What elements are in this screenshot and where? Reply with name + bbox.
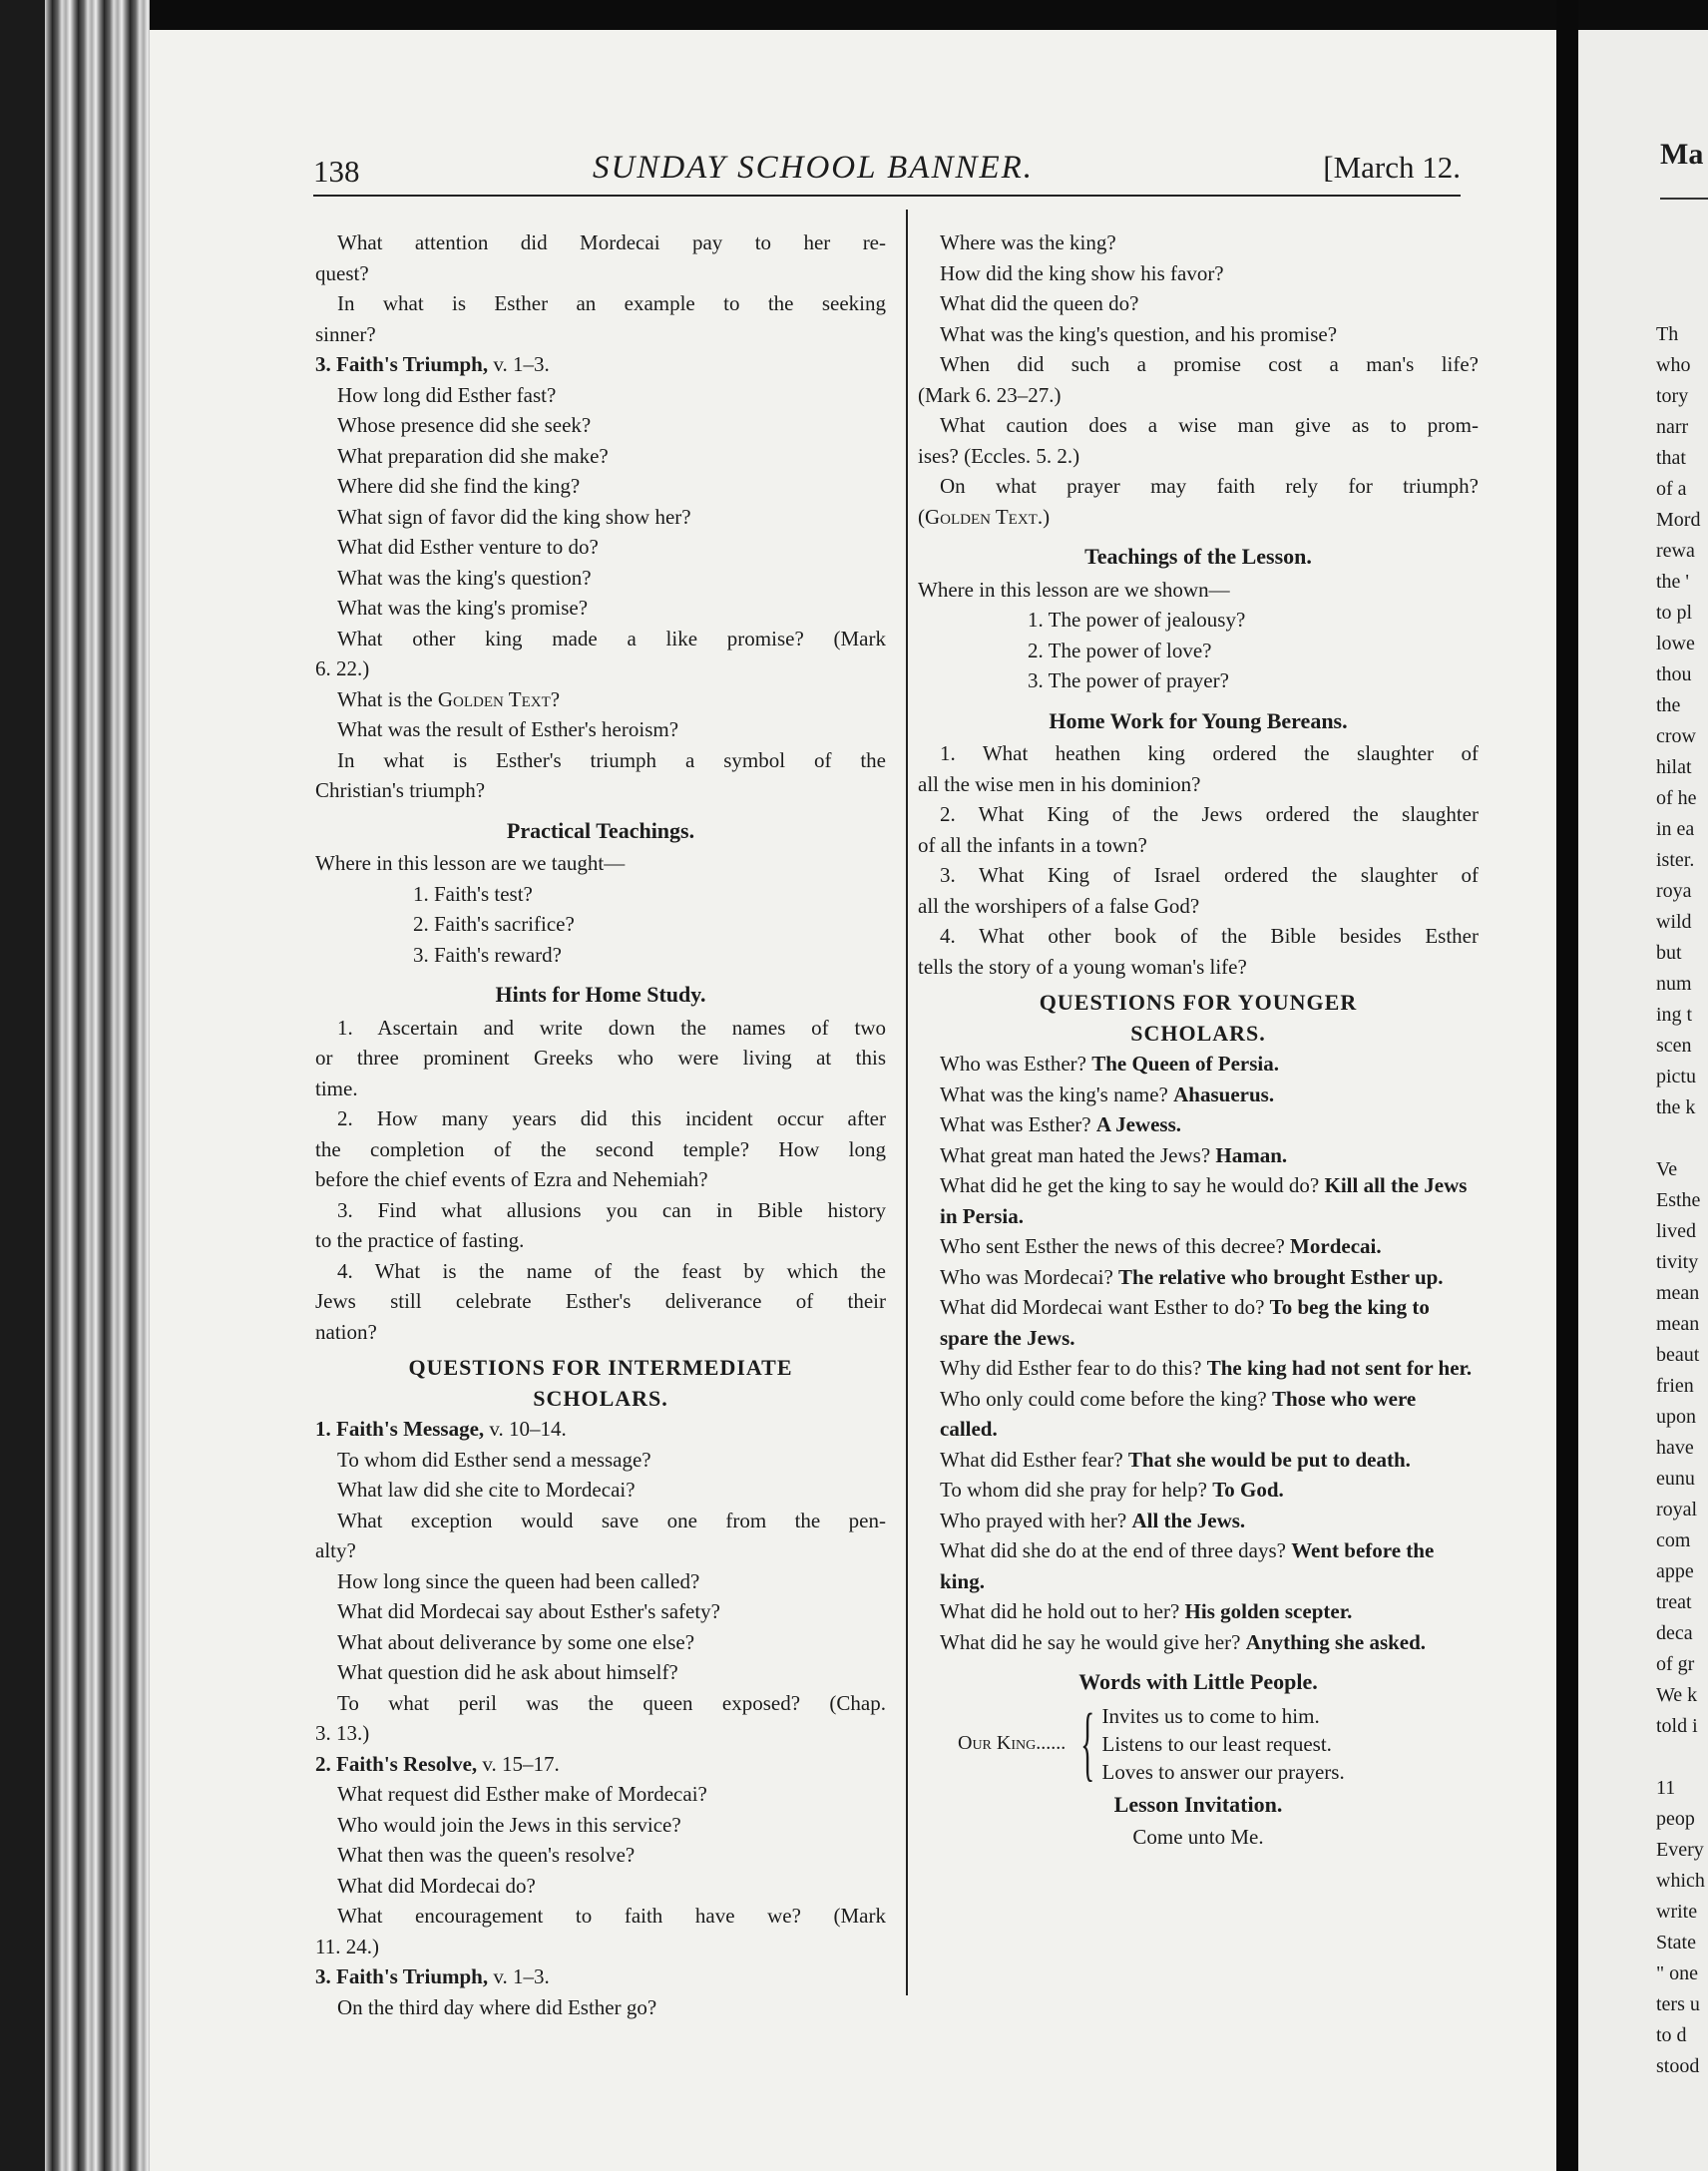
text-line: 4. What is the name of the feast by which the bbox=[337, 1258, 886, 1283]
qa-answer: Anything she asked. bbox=[1245, 1629, 1427, 1654]
section-title: 1. Faith's Message, v. 10–14. bbox=[315, 1417, 567, 1441]
question: To what peril was the queen exposed? (Chap. bbox=[337, 1690, 886, 1715]
qa-item bbox=[918, 1384, 1479, 1445]
facing-page-line: of he bbox=[1656, 787, 1697, 809]
facing-page-line: thou bbox=[1656, 663, 1692, 685]
facing-page-header: Ma bbox=[1660, 138, 1704, 171]
qa-item bbox=[918, 1231, 1479, 1262]
qa-question: Who was Esther? bbox=[940, 1052, 1086, 1076]
qa-answer: Kill all the Jews in Persia. bbox=[940, 1173, 1468, 1228]
qa-question: What did he say he would give her? bbox=[940, 1629, 1241, 1654]
facing-page-line bbox=[1656, 1742, 1705, 1773]
brace-item: Loves to answer our prayers. bbox=[1101, 1759, 1345, 1784]
text-line: 4. What other book of the Bible besides Esther bbox=[940, 924, 1479, 948]
intermediate-heading: QUESTIONS FOR INTERMEDIATE bbox=[408, 1355, 793, 1380]
qa-question: What was Esther? bbox=[940, 1112, 1091, 1136]
text-line: sinner? bbox=[315, 321, 376, 346]
question: alty? bbox=[315, 1538, 356, 1562]
little-people-heading: Words with Little People. bbox=[1078, 1669, 1318, 1694]
practical-teachings-heading: Practical Teachings. bbox=[506, 817, 695, 843]
qa-item bbox=[918, 1475, 1479, 1506]
hints-heading: Hints for Home Study. bbox=[495, 982, 706, 1007]
qa-question: What did he get the king to say he would do? bbox=[940, 1173, 1320, 1197]
facing-page-line: mean bbox=[1656, 1282, 1700, 1304]
facing-page-line: tivity bbox=[1656, 1251, 1699, 1273]
text-line: 3. Find what allusions you can in Bible history bbox=[337, 1197, 886, 1222]
facing-page-line: have bbox=[1656, 1437, 1694, 1459]
text-line: all the worshipers of a false God? bbox=[918, 893, 1200, 918]
qa-answer: All the Jews. bbox=[1131, 1508, 1246, 1532]
facing-page-line: roya bbox=[1656, 880, 1692, 902]
facing-page-line: num bbox=[1656, 973, 1692, 995]
page-title: SUNDAY SCHOOL BANNER. bbox=[593, 150, 1035, 186]
facing-page-line: but bbox=[1656, 942, 1687, 964]
facing-page-line: eunu bbox=[1656, 1468, 1695, 1490]
facing-page-line: royal bbox=[1656, 1499, 1698, 1520]
facing-page-line: write bbox=[1656, 1901, 1698, 1923]
qa-item bbox=[918, 1535, 1479, 1596]
facing-page-line: Every bbox=[1656, 1839, 1704, 1861]
text-line: nation? bbox=[315, 1319, 377, 1344]
page-number: 138 bbox=[313, 154, 360, 189]
qa-item bbox=[918, 1353, 1479, 1384]
facing-page-line: stood bbox=[1656, 2055, 1700, 2077]
qa-answer: Ahasuerus. bbox=[1173, 1082, 1275, 1106]
column-divider bbox=[906, 210, 908, 1995]
facing-page-line: 11 bbox=[1656, 1777, 1676, 1799]
facing-page-line: deca bbox=[1656, 1622, 1693, 1644]
text-line: 3. What King of Israel ordered the slaughter of bbox=[940, 863, 1479, 887]
qa-answer: Haman. bbox=[1215, 1142, 1288, 1167]
text-line: In what is Esther an example to the seeking bbox=[337, 291, 886, 315]
facing-page-fragment bbox=[1578, 30, 1708, 2171]
facing-page-line: pictu bbox=[1656, 1066, 1696, 1087]
facing-page-line: of a bbox=[1656, 478, 1687, 500]
text-line: 1. Ascertain and write down the names of two bbox=[337, 1015, 886, 1040]
qa-question: Why did Esther fear to do this? bbox=[940, 1356, 1202, 1380]
question: To whom did Esther send a message? bbox=[337, 1447, 651, 1472]
facing-page-line: tory bbox=[1656, 385, 1689, 407]
list-item: 3. Faith's reward? bbox=[413, 942, 562, 967]
facing-page-line: State bbox=[1656, 1932, 1696, 1954]
header-rule bbox=[313, 195, 1461, 197]
text-line: time. bbox=[315, 1076, 358, 1100]
home-work-heading: Home Work for Young Bereans. bbox=[1049, 707, 1348, 733]
question: (Golden Text.) bbox=[918, 504, 1051, 529]
section-title: 2. Faith's Resolve, v. 15–17. bbox=[315, 1751, 560, 1776]
question: How long since the queen had been called? bbox=[337, 1568, 700, 1593]
facing-page-line: beaut bbox=[1656, 1344, 1700, 1366]
facing-page-line: crow bbox=[1656, 725, 1696, 747]
qa-question: Who prayed with her? bbox=[940, 1508, 1127, 1532]
qa-item bbox=[918, 1292, 1479, 1353]
facing-page-text bbox=[1656, 319, 1705, 2082]
question: 6. 22.) bbox=[315, 656, 370, 680]
facing-page-line: Th bbox=[1656, 323, 1679, 345]
question: How did the king show his favor? bbox=[940, 260, 1224, 285]
qa-question: What was the king's name? bbox=[940, 1082, 1168, 1106]
question: What did the queen do? bbox=[940, 291, 1139, 315]
teachings-heading: Teachings of the Lesson. bbox=[1084, 544, 1312, 569]
facing-page-line: the k bbox=[1656, 1096, 1696, 1118]
qa-question: Who was Mordecai? bbox=[940, 1264, 1113, 1289]
facing-page-line: lowe bbox=[1656, 633, 1695, 654]
qa-answer: To beg the king to spare the Jews. bbox=[940, 1295, 1430, 1350]
question: What sign of favor did the king show her? bbox=[337, 504, 691, 529]
facing-page-line: hilat bbox=[1656, 756, 1692, 778]
facing-page-line: ters u bbox=[1656, 1993, 1700, 2015]
question: 11. 24.) bbox=[315, 1934, 379, 1958]
facing-page-line: rewa bbox=[1656, 540, 1695, 562]
book-spine-shadow bbox=[0, 0, 45, 2171]
question: How long did Esther fast? bbox=[337, 382, 557, 407]
text-line: Jews still celebrate Esther's deliverance of their bbox=[315, 1289, 886, 1313]
qa-question: Who only could come before the king? bbox=[940, 1386, 1267, 1411]
qa-item bbox=[918, 1262, 1479, 1293]
question: What preparation did she make? bbox=[337, 443, 609, 468]
facing-page-line: the ' bbox=[1656, 571, 1690, 593]
question: What was the king's question? bbox=[337, 565, 592, 590]
qa-item bbox=[918, 1080, 1479, 1110]
question: What caution does a wise man give as to prom- bbox=[940, 413, 1479, 437]
page-header bbox=[313, 150, 1461, 200]
qa-item bbox=[918, 1506, 1479, 1536]
page-gutter bbox=[1556, 0, 1578, 2171]
brace-items bbox=[1102, 1702, 1345, 1786]
facing-page-line: to pl bbox=[1656, 602, 1693, 624]
text-line: 2. How many years did this incident occur after bbox=[337, 1106, 886, 1130]
text-line: all the wise men in his dominion? bbox=[918, 771, 1201, 796]
question: Christian's triumph? bbox=[315, 778, 486, 802]
brace-item: Listens to our least request. bbox=[1101, 1731, 1332, 1756]
qa-item bbox=[918, 1170, 1479, 1231]
question: On the third day where did Esther go? bbox=[337, 1994, 657, 2019]
facing-page-line: in ea bbox=[1656, 818, 1695, 840]
qa-answer: His golden scepter. bbox=[1184, 1599, 1353, 1623]
text-line: tells the story of a young woman's life? bbox=[918, 954, 1247, 979]
brace-item: Invites us to come to him. bbox=[1101, 1703, 1320, 1728]
question: What did Esther venture to do? bbox=[337, 535, 599, 559]
qa-item bbox=[918, 1596, 1479, 1627]
invitation-text: Come unto Me. bbox=[1132, 1825, 1264, 1849]
text-line: 1. What heathen king ordered the slaughter of bbox=[940, 741, 1479, 765]
qa-question: What did Mordecai want Esther to do? bbox=[940, 1295, 1265, 1319]
facing-page-line: ing t bbox=[1656, 1004, 1693, 1026]
brace-label: Our King...... bbox=[958, 1732, 1067, 1755]
question: What did Mordecai do? bbox=[337, 1873, 536, 1898]
qa-answer: A Jewess. bbox=[1095, 1112, 1182, 1136]
facing-page-line: ister. bbox=[1656, 849, 1695, 871]
qa-answer: That she would be put to death. bbox=[1127, 1447, 1411, 1472]
qa-answer: The king had not sent for her. bbox=[1206, 1356, 1473, 1380]
question: What law did she cite to Mordecai? bbox=[337, 1478, 636, 1502]
brace-glyph: { bbox=[1080, 1696, 1095, 1790]
facing-page-line: that bbox=[1656, 447, 1686, 469]
question: Who would join the Jews in this service? bbox=[337, 1812, 681, 1837]
question: Whose presence did she seek? bbox=[337, 413, 592, 437]
facing-page-line: upon bbox=[1656, 1406, 1696, 1428]
question: What was the result of Esther's heroism? bbox=[337, 717, 679, 741]
text-line: 2. What King of the Jews ordered the slaughter bbox=[940, 802, 1479, 826]
section-title: 3. Faith's Triumph, v. 1–3. bbox=[315, 352, 550, 376]
left-column bbox=[315, 227, 886, 2022]
question: When did such a promise cost a man's life? bbox=[940, 352, 1479, 376]
text-line: the completion of the second temple? How long bbox=[315, 1136, 886, 1161]
question: What about deliverance by some one else? bbox=[337, 1629, 695, 1654]
facing-page-line: com bbox=[1656, 1529, 1691, 1551]
text-line: quest? bbox=[315, 260, 369, 285]
facing-page-line: narr bbox=[1656, 416, 1689, 438]
qa-question: To whom did she pray for help? bbox=[940, 1478, 1207, 1502]
text-line: of all the infants in a town? bbox=[918, 832, 1147, 857]
facing-page-line: told i bbox=[1656, 1715, 1698, 1737]
question: What is the Golden Text? bbox=[337, 686, 561, 711]
younger-heading: SCHOLARS. bbox=[1130, 1020, 1266, 1046]
qa-item bbox=[918, 1109, 1479, 1140]
list-item: 1. The power of jealousy? bbox=[1028, 608, 1246, 632]
text-line: Where in this lesson are we shown— bbox=[918, 577, 1230, 602]
facing-page-line: mean bbox=[1656, 1313, 1700, 1335]
qa-answer: Went before the king. bbox=[940, 1538, 1435, 1593]
invitation-heading: Lesson Invitation. bbox=[1113, 1791, 1283, 1817]
text-line: Where in this lesson are we taught— bbox=[315, 851, 626, 875]
facing-page-line: wild bbox=[1656, 911, 1692, 933]
qa-answer: The Queen of Persia. bbox=[1091, 1052, 1280, 1076]
facing-page-line: Mord bbox=[1656, 509, 1701, 531]
text-line: or three prominent Greeks who were living at this bbox=[315, 1046, 886, 1070]
younger-heading: QUESTIONS FOR YOUNGER bbox=[1039, 990, 1358, 1015]
facing-page-line: the bbox=[1656, 694, 1686, 716]
qa-item bbox=[918, 1627, 1479, 1658]
qa-answer: The relative who brought Esther up. bbox=[1118, 1264, 1444, 1289]
facing-page-line bbox=[1656, 1123, 1705, 1154]
question: What was the king's question, and his promise? bbox=[940, 321, 1338, 346]
question: What question did he ask about himself? bbox=[337, 1660, 678, 1684]
qa-item bbox=[918, 1049, 1479, 1080]
question: What then was the queen's resolve? bbox=[337, 1843, 636, 1867]
facing-page-line: frien bbox=[1656, 1375, 1694, 1397]
question: On what prayer may faith rely for triumph? bbox=[940, 474, 1479, 498]
qa-question: What did he hold out to her? bbox=[940, 1599, 1180, 1623]
list-item: 1. Faith's test? bbox=[413, 881, 533, 906]
qa-answer: Mordecai. bbox=[1290, 1234, 1382, 1258]
facing-page-rule bbox=[1660, 198, 1708, 200]
facing-page-line: who bbox=[1656, 354, 1691, 376]
right-column bbox=[918, 227, 1479, 1853]
question: What exception would save one from the pen- bbox=[337, 1508, 886, 1532]
question: What was the king's promise? bbox=[337, 596, 589, 620]
qa-question: Who sent Esther the news of this decree? bbox=[940, 1234, 1285, 1258]
list-item: 2. Faith's sacrifice? bbox=[413, 912, 575, 936]
facing-page-line: to d bbox=[1656, 2024, 1687, 2046]
scan-top-border bbox=[0, 0, 1708, 32]
text-line: What attention did Mordecai pay to her re- bbox=[337, 230, 886, 254]
text-line: before the chief events of Ezra and Nehemiah? bbox=[315, 1167, 708, 1191]
facing-page-line: Ve bbox=[1656, 1158, 1678, 1180]
facing-page-line: scen bbox=[1656, 1035, 1692, 1057]
question: What did Mordecai say about Esther's safety? bbox=[337, 1599, 720, 1623]
qa-answer: To God. bbox=[1212, 1478, 1284, 1502]
question: What other king made a like promise? (Mark bbox=[337, 626, 886, 651]
facing-page-line: of gr bbox=[1656, 1653, 1695, 1675]
qa-question: What great man hated the Jews? bbox=[940, 1142, 1211, 1167]
qa-answer: Those who were called. bbox=[940, 1386, 1417, 1441]
facing-page-line: " one bbox=[1656, 1962, 1699, 1984]
our-king-brace bbox=[958, 1696, 1479, 1790]
facing-page-line: which bbox=[1656, 1870, 1705, 1892]
facing-page-line: appe bbox=[1656, 1560, 1694, 1582]
qa-question: What did Esther fear? bbox=[940, 1447, 1123, 1472]
question: Where did she find the king? bbox=[337, 474, 581, 498]
page-date: [March 12. bbox=[1323, 150, 1461, 185]
younger-qa-list bbox=[918, 1049, 1479, 1657]
facing-page-line: Esthe bbox=[1656, 1189, 1701, 1211]
question: What encouragement to faith have we? (Mark bbox=[337, 1904, 886, 1928]
question: 3. 13.) bbox=[315, 1721, 370, 1745]
list-item: 2. The power of love? bbox=[1028, 638, 1212, 662]
list-item: 3. The power of prayer? bbox=[1028, 668, 1229, 692]
question: ises? (Eccles. 5. 2.) bbox=[918, 443, 1080, 468]
facing-page-line: lived bbox=[1656, 1220, 1696, 1242]
question: What request did Esther make of Mordecai? bbox=[337, 1782, 707, 1806]
qa-item bbox=[918, 1445, 1479, 1476]
text-line: to the practice of fasting. bbox=[315, 1228, 525, 1252]
qa-item bbox=[918, 1140, 1479, 1171]
question: (Mark 6. 23–27.) bbox=[918, 382, 1062, 407]
question: Where was the king? bbox=[940, 230, 1116, 254]
question: In what is Esther's triumph a symbol of the bbox=[337, 747, 886, 772]
facing-page-line: treat bbox=[1656, 1591, 1692, 1613]
qa-question: What did she do at the end of three days? bbox=[940, 1538, 1286, 1562]
intermediate-heading: SCHOLARS. bbox=[533, 1385, 668, 1411]
facing-page-line: peop bbox=[1656, 1808, 1695, 1830]
facing-page-line: We k bbox=[1656, 1684, 1698, 1706]
section-title: 3. Faith's Triumph, v. 1–3. bbox=[315, 1964, 550, 1988]
